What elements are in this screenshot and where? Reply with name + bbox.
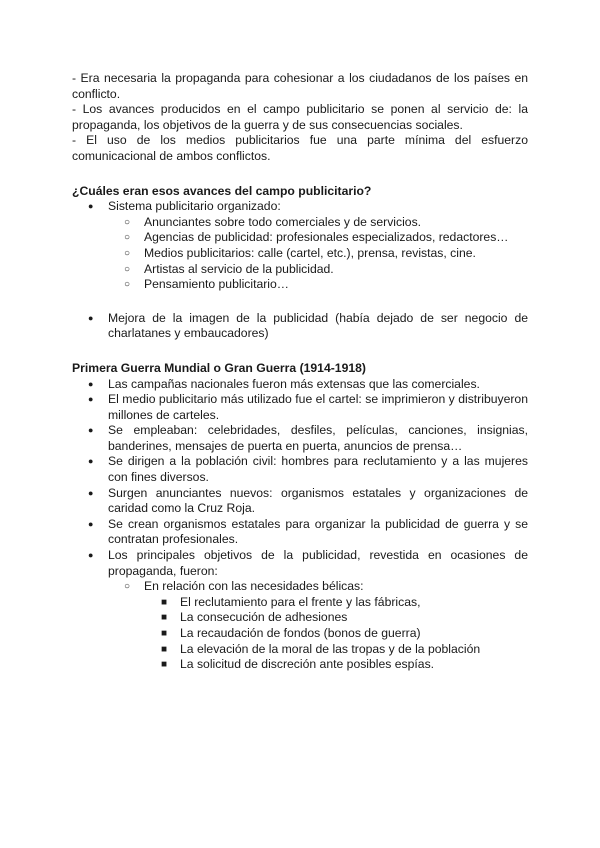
list-item: ● Se empleaban: celebridades, desfiles, películas, canciones, insignias, banderines, mensajes de puerta en puerta, anuncios de prensa… (72, 423, 528, 454)
list-item-mejora: ● Mejora de la imagen de la publicidad (había dejado de ser negocio de charlatanes y embaucadores) (72, 311, 528, 342)
subsublist-item: ■ La recaudación de fondos (bonos de guerra) (72, 626, 528, 642)
subsublist-item: ■ La consecución de adhesiones (72, 610, 528, 626)
sublist-item: ○ Artistas al servicio de la publicidad. (72, 262, 528, 278)
list-item-text: Los principales objetivos de la publicidad, revestida en ocasiones de propaganda, fueron: (108, 548, 528, 578)
list-item: ● Surgen anunciantes nuevos: organismos estatales y organizaciones de caridad como la Cruz Roja. (72, 486, 528, 517)
intro-line-3: - El uso de los medios publicitarios fue una parte mínima del esfuerzo comunicacional de ambos conflictos. (72, 133, 528, 163)
section-heading-primera-guerra: Primera Guerra Mundial o Gran Guerra (1914-1918) (72, 360, 366, 375)
primera-guerra-list (72, 377, 528, 673)
intro-line-1: - Era necesaria la propaganda para cohesionar a los ciudadanos de los países en conflicto. (72, 71, 528, 101)
sublist-item: ○ Medios publicitarios: calle (cartel, etc.), prensa, revistas, cine. (72, 246, 528, 262)
objetivos-sublist (72, 579, 528, 673)
list-item: ● Las campañas nacionales fueron más extensas que las comerciales. (72, 377, 528, 393)
subsublist-item: ■ La elevación de la moral de las tropas y de la población (72, 642, 528, 658)
sublist-item-text: En relación con las necesidades bélicas: (144, 579, 364, 594)
subsublist-item: ■ La solicitud de discreción ante posibles espías. (72, 657, 528, 673)
intro-line-2: - Los avances producidos en el campo publicitario se ponen al servicio de: la propaganda, los objetivos de la guerra y de sus consecuencias sociales. (72, 102, 528, 132)
list-item: ● Se dirigen a la población civil: hombres para reclutamiento y a las mujeres con fines diversos. (72, 454, 528, 485)
section-heading-avances: ¿Cuáles eran esos avances del campo publicitario? (72, 183, 372, 198)
list-item-objetivos (72, 548, 528, 673)
avances-list (72, 199, 528, 342)
list-item-text: Sistema publicitario organizado: (108, 199, 281, 214)
list-item: ● Se crean organismos estatales para organizar la publicidad de guerra y se contratan profesionales. (72, 517, 528, 548)
necesidades-sublist (72, 595, 528, 673)
list-item-sistema (72, 199, 528, 293)
sublist-item-necesidades (72, 579, 528, 673)
sublist-item: ○ Agencias de publicidad: profesionales especializados, redactores… (72, 230, 528, 246)
sistema-sublist (72, 215, 528, 293)
intro-paragraphs (72, 71, 528, 165)
subsublist-item: ■ El reclutamiento para el frente y las fábricas, (72, 595, 528, 611)
sublist-item: ○ Pensamiento publicitario… (72, 277, 528, 293)
list-item: ● El medio publicitario más utilizado fue el cartel: se imprimieron y distribuyeron millones de carteles. (72, 392, 528, 423)
sublist-item: ○ Anunciantes sobre todo comerciales y de servicios. (72, 215, 528, 231)
